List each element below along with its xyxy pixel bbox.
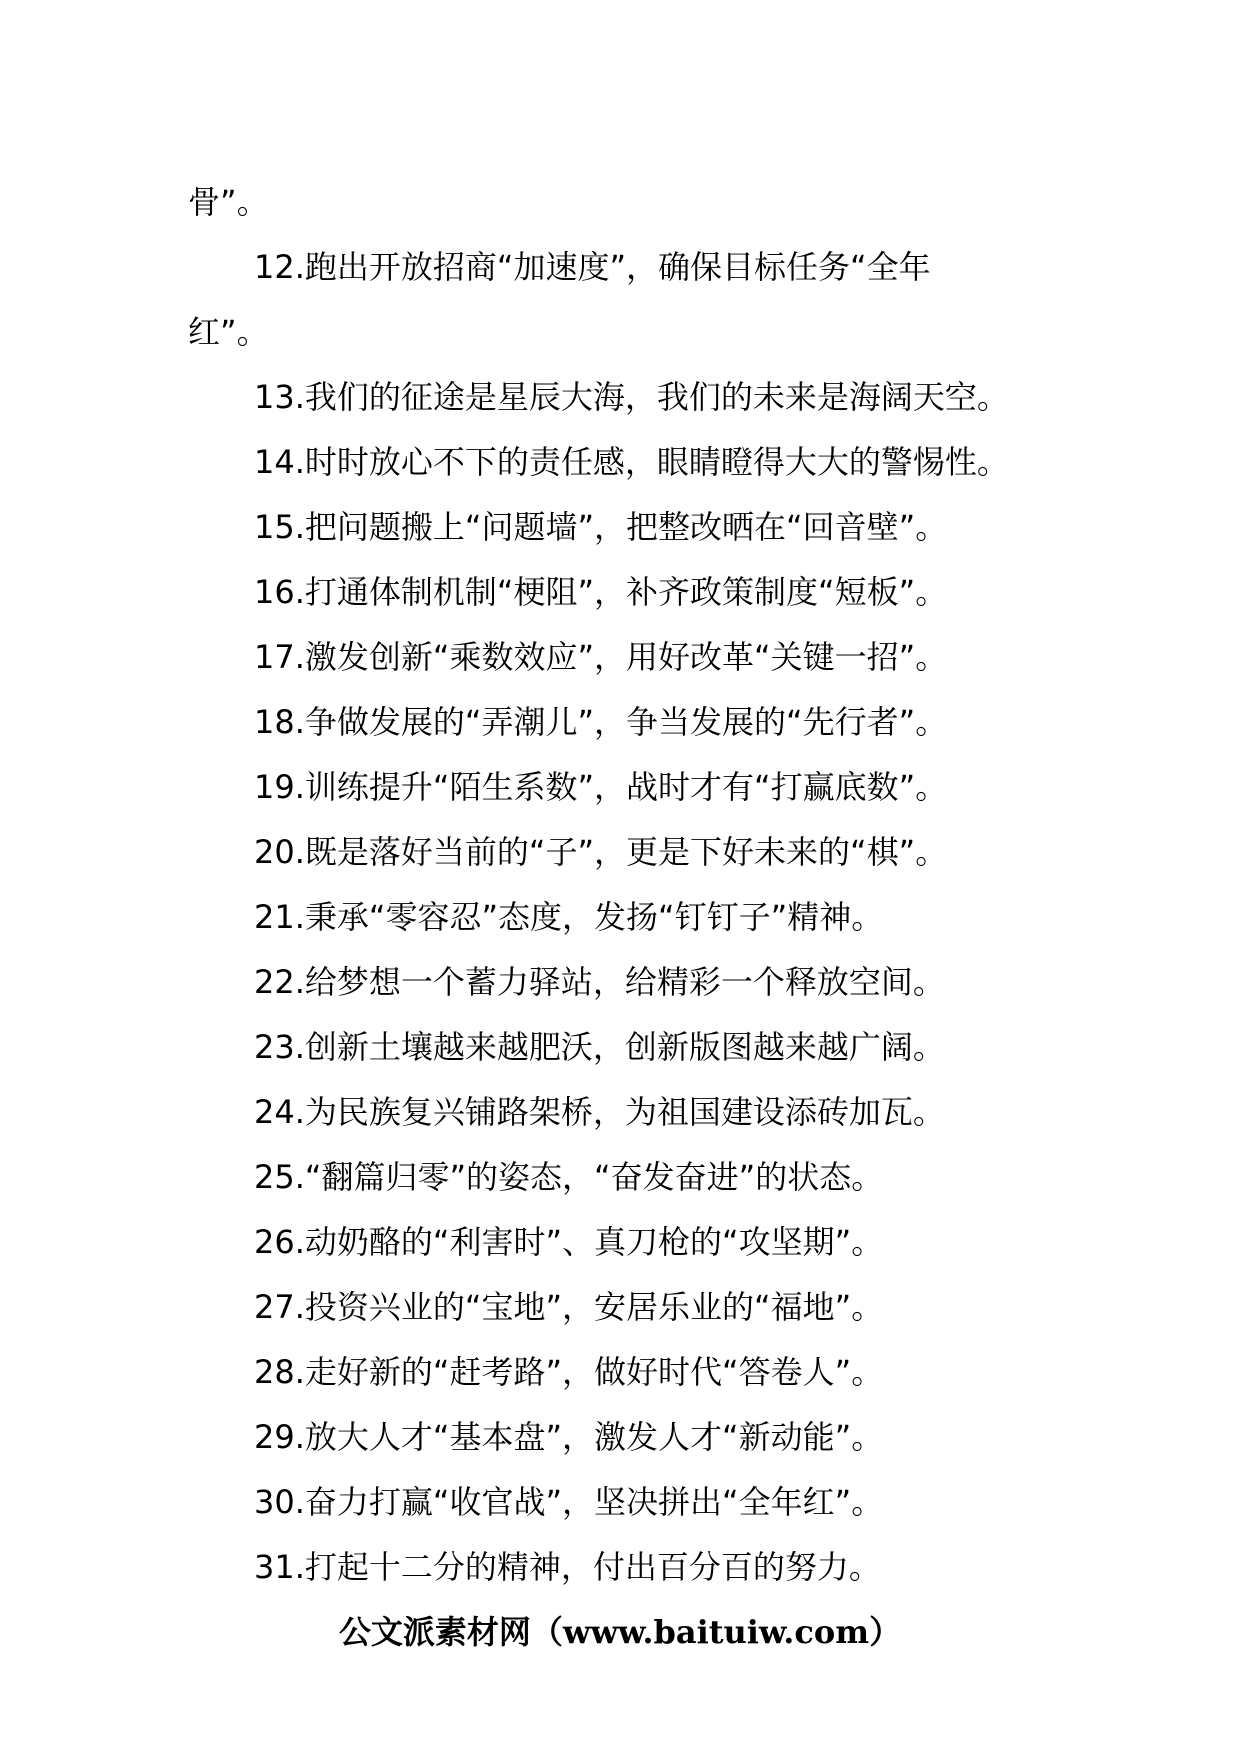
text-line: 16.打通体制机制“梗阻”，补齐政策制度“短板”。 <box>254 573 948 611</box>
document-body <box>188 170 1068 1600</box>
text-line: 26.动奶酪的“利害时”、真刀枪的“攻坚期”。 <box>254 1223 884 1261</box>
text-line: 27.投资兴业的“宝地”，安居乐业的“福地”。 <box>254 1288 884 1326</box>
text-line: 24.为民族复兴铺路架桥，为祖国建设添砖加瓦。 <box>254 1093 945 1131</box>
text-line: 21.秉承“零容忍”态度，发扬“钉钉子”精神。 <box>254 898 884 936</box>
text-line: 31.打起十二分的精神，付出百分百的努力。 <box>254 1548 881 1586</box>
text-line: 30.奋力打赢“收官战”，坚决拼出“全年红”。 <box>254 1483 884 1521</box>
text-line: 14.时时放心不下的责任感，眼睛瞪得大大的警惕性。 <box>254 443 1009 481</box>
text-line: 12.跑出开放招商“加速度”，确保目标任务“全年 <box>254 248 931 286</box>
text-line: 15.把问题搬上“问题墙”，把整改晒在“回音壁”。 <box>254 508 948 546</box>
text-line: 28.走好新的“赶考路”，做好时代“答卷人”。 <box>254 1353 884 1391</box>
text-line: 骨”。 <box>188 183 269 221</box>
text-line: 22.给梦想一个蓄力驿站，给精彩一个释放空间。 <box>254 963 945 1001</box>
page-footer-watermark: 公文派素材网（www.baituiw.com） <box>338 1613 902 1651</box>
text-line: 25.“翻篇归零”的姿态，“奋发奋进”的状态。 <box>254 1158 884 1196</box>
text-line: 29.放大人才“基本盘”，激发人才“新动能”。 <box>254 1418 884 1456</box>
text-line: 13.我们的征途是星辰大海，我们的未来是海阔天空。 <box>254 378 1009 416</box>
text-line: 17.激发创新“乘数效应”，用好改革“关键一招”。 <box>254 638 948 676</box>
text-line: 20.既是落好当前的“子”，更是下好未来的“棋”。 <box>254 833 948 871</box>
text-line: 23.创新土壤越来越肥沃，创新版图越来越广阔。 <box>254 1028 945 1066</box>
text-line: 红”。 <box>188 313 269 351</box>
text-line: 18.争做发展的“弄潮儿”，争当发展的“先行者”。 <box>254 703 948 741</box>
text-line: 19.训练提升“陌生系数”，战时才有“打赢底数”。 <box>254 768 948 806</box>
